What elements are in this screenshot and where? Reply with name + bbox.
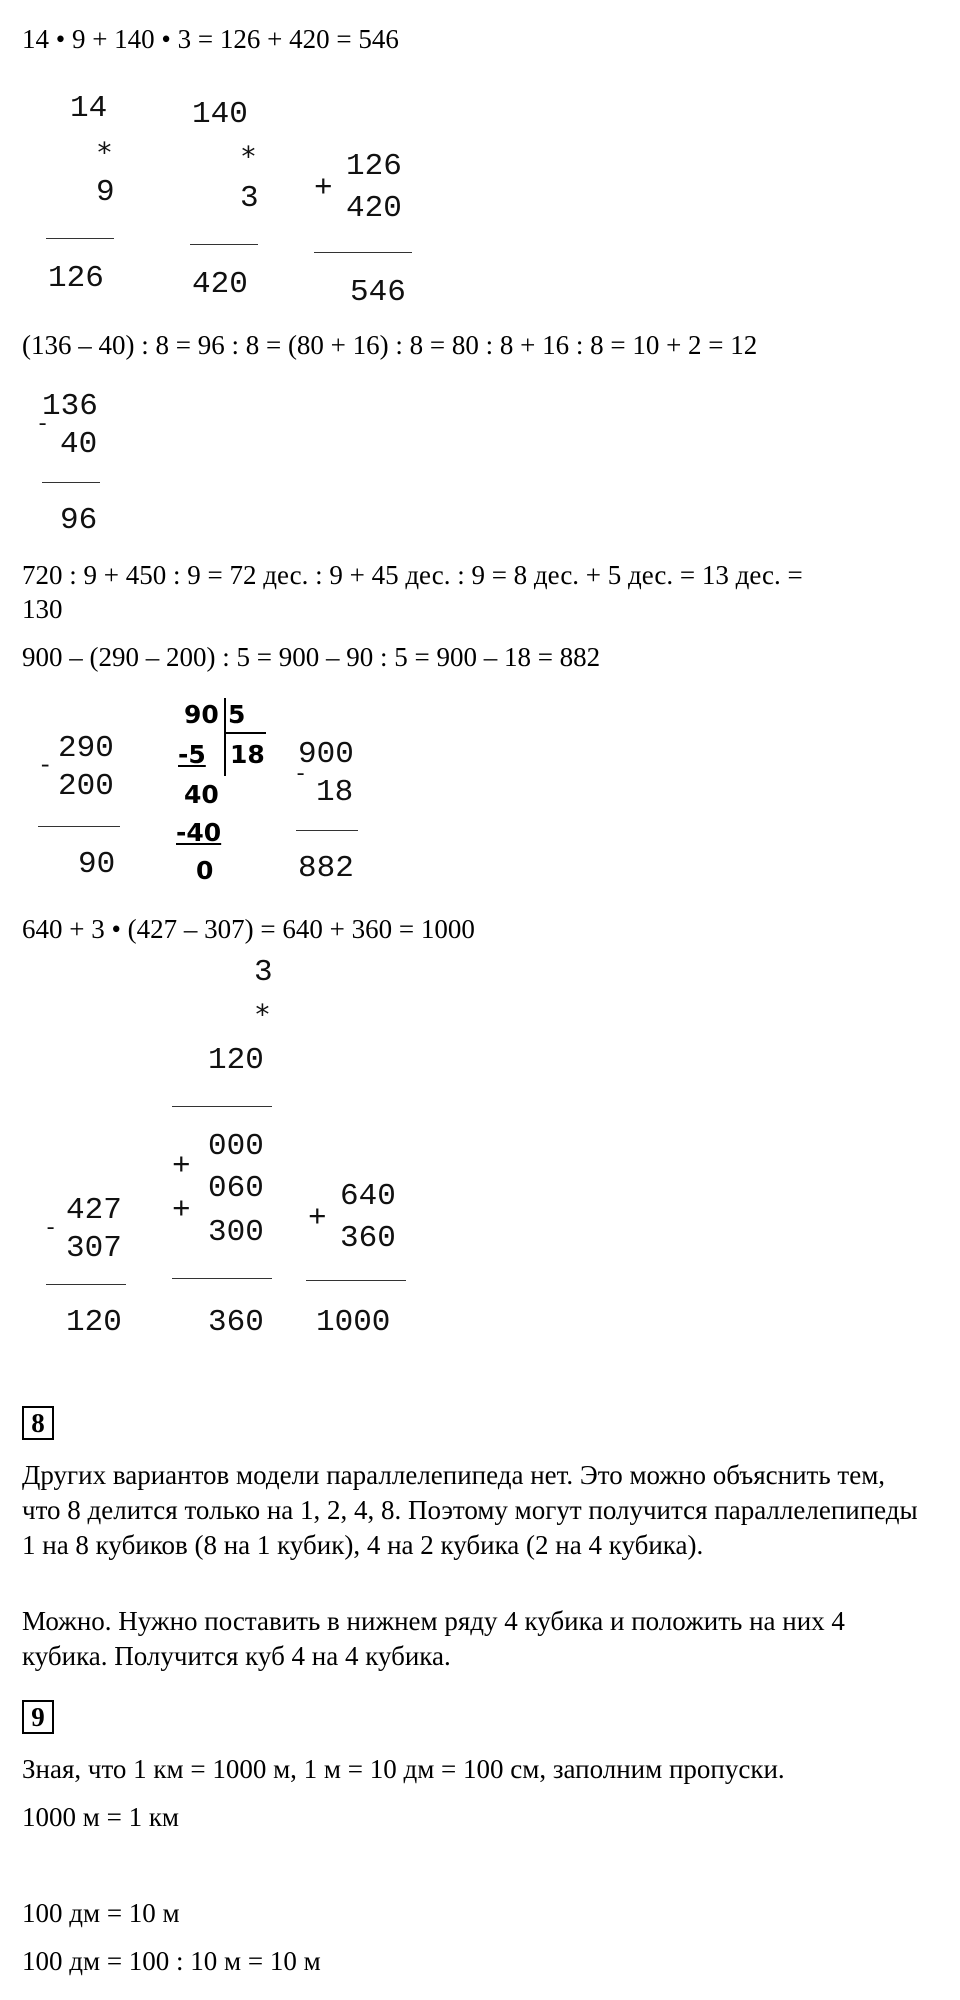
task-9-line-3: 100 дм = 100 : 10 м = 10 м (22, 1946, 321, 1976)
task-9-line-2: 100 дм = 10 м (22, 1898, 180, 1928)
operand-bottom: 200 (58, 769, 114, 804)
equation-1: 14 • 9 + 140 • 3 = 126 + 420 = 546 (22, 24, 399, 54)
plus-sign: + (314, 171, 333, 206)
multiplier: 3 (254, 955, 273, 990)
minus-sign: - (36, 412, 50, 437)
task-number-8: 8 (22, 1406, 54, 1440)
result-line (42, 482, 100, 483)
multiply-sign: * (254, 998, 271, 1031)
operand-top: 640 (340, 1179, 396, 1214)
result: 96 (60, 503, 98, 538)
partial-3: 300 (208, 1215, 264, 1250)
minus-sign: - (294, 762, 308, 787)
subtract-2: -40 (176, 818, 222, 847)
operand-bottom: 360 (340, 1221, 396, 1256)
minus-sign: - (44, 1216, 58, 1241)
result: 882 (298, 851, 354, 886)
result-line (46, 1284, 126, 1285)
plus-sign-1: + (172, 1149, 191, 1184)
result-line (314, 252, 412, 253)
operand-bottom: 40 (60, 427, 98, 462)
result-line (306, 1280, 406, 1281)
result: 1000 (316, 1305, 391, 1340)
multiply-sign: * (240, 140, 257, 173)
task-8-paragraph-2: Можно. Нужно поставить в нижнем ряду 4 кубика и положить на них 4 кубика. Получится куб 4 на 4 кубика. (22, 1606, 845, 1671)
sum-line (172, 1278, 272, 1279)
equation-5: 640 + 3 • (427 – 307) = 640 + 360 = 1000 (22, 914, 475, 944)
dividend: 90 (184, 700, 219, 729)
operand-bottom: 9 (96, 175, 115, 210)
remainder-1: 40 (184, 780, 219, 809)
result: 90 (78, 847, 116, 882)
plus-sign: + (308, 1201, 327, 1236)
result-line (296, 830, 358, 831)
multiply-sign: * (96, 136, 113, 169)
operand-bottom: 3 (240, 181, 259, 216)
operand-bottom: 307 (66, 1231, 122, 1266)
remainder-2: 0 (196, 856, 214, 885)
operand-top: 140 (192, 97, 248, 132)
division-bar (224, 698, 226, 776)
result-line (172, 1106, 272, 1107)
operand-top: 427 (66, 1193, 122, 1228)
result-line (46, 238, 114, 239)
result: 126 (48, 261, 104, 296)
result: 420 (192, 267, 248, 302)
plus-sign-2: + (172, 1193, 191, 1228)
operand-bottom: 18 (316, 775, 354, 810)
equation-2: (136 – 40) : 8 = 96 : 8 = (80 + 16) : 8 = 80 : 8 + 16 : 8 = 10 + 2 = 12 (22, 330, 758, 360)
result-line (38, 826, 120, 827)
quotient-line (224, 732, 266, 734)
subtract-1: -5 (178, 740, 206, 769)
task-8-paragraph-1: Других вариантов модели параллелепипеда нет. Это можно объяснить тем, что 8 делится только на 1, 2, 4, 8. Поэтому могут получится параллелепипеды 1 на 8 кубиков (8 на 1 кубик), 4 на 2 кубика (2 на 4 кубика). (22, 1460, 918, 1560)
operand-top: 900 (298, 737, 354, 772)
equation-3: 720 : 9 + 450 : 9 = 72 дес. : 9 + 45 дес. : 9 = 8 дес. + 5 дес. = 13 дес. = (22, 560, 803, 590)
result: 120 (66, 1305, 122, 1340)
result-line (190, 244, 258, 245)
minus-sign: - (38, 753, 53, 780)
operand-top: 290 (58, 731, 114, 766)
result: 546 (350, 275, 406, 310)
multiplicand: 120 (208, 1043, 264, 1078)
equation-4: 900 – (290 – 200) : 5 = 900 – 90 : 5 = 900 – 18 = 882 (22, 642, 601, 672)
task-9-line-1: 1000 м = 1 км (22, 1802, 180, 1832)
operand-top: 126 (346, 149, 402, 184)
equation-3-continuation: 130 (22, 594, 63, 624)
sum-result: 360 (208, 1305, 264, 1340)
task-9-intro: Зная, что 1 км = 1000 м, 1 м = 10 дм = 100 см, заполним пропуски. (22, 1754, 785, 1784)
divisor: 5 (228, 700, 246, 729)
partial-1: 000 (208, 1129, 264, 1164)
operand-top: 136 (42, 389, 98, 424)
partial-2: 060 (208, 1171, 264, 1206)
operand-bottom: 420 (346, 191, 402, 226)
operand-top: 14 (70, 91, 108, 126)
task-number-9: 9 (22, 1700, 54, 1734)
quotient: 18 (230, 740, 265, 769)
